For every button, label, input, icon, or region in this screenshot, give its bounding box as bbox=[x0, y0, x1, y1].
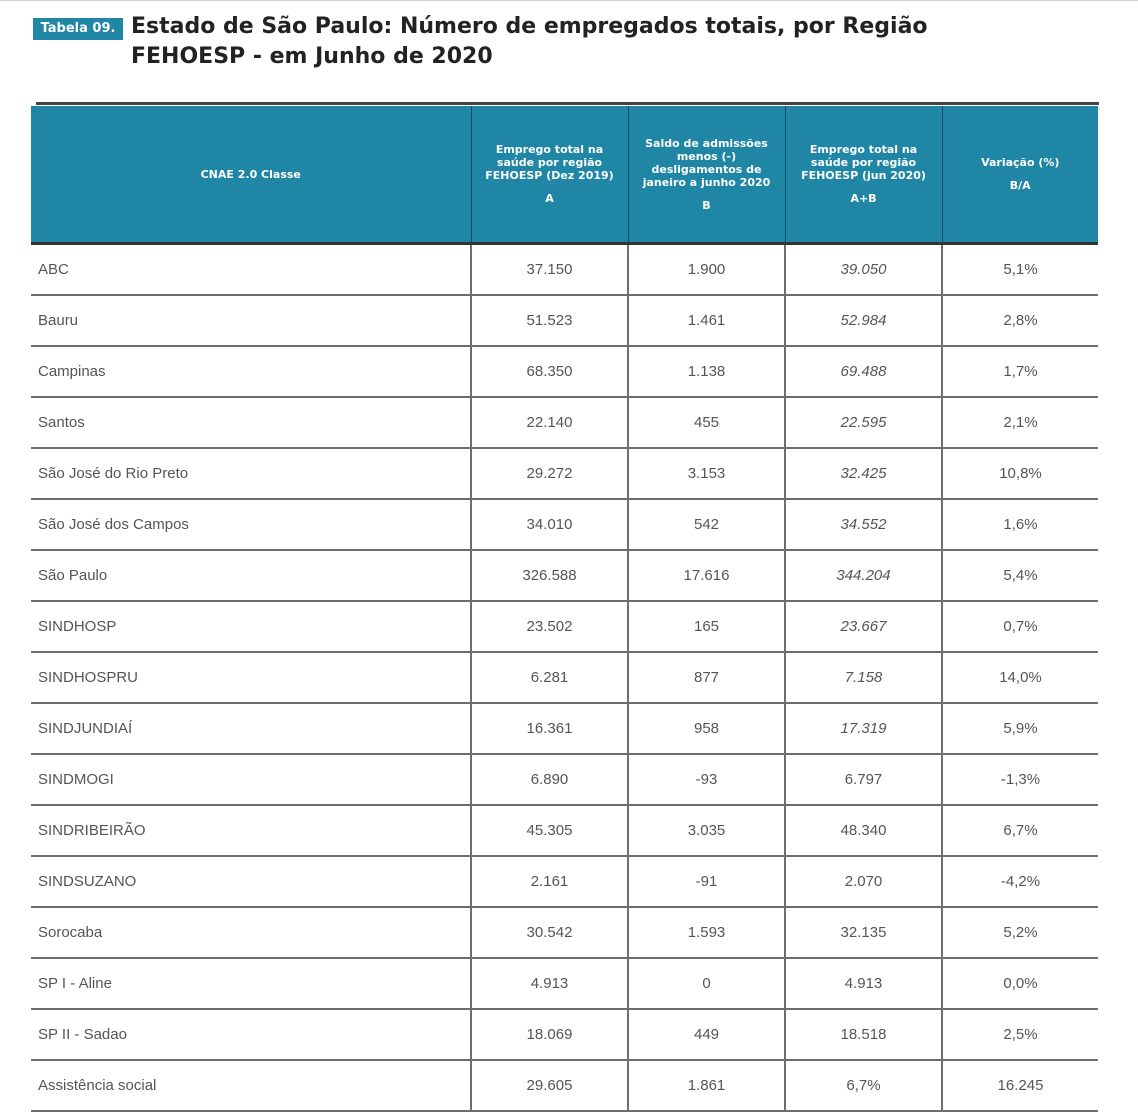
region-cell: SINDHOSP bbox=[31, 601, 471, 652]
net-admissions-cell: -91 bbox=[628, 856, 785, 907]
table-row bbox=[31, 703, 1098, 754]
employment-dec-2019-cell: 23.502 bbox=[471, 601, 628, 652]
employment-jun-2020-cell: 39.050 bbox=[785, 244, 942, 296]
employment-jun-2020-cell: 17.319 bbox=[785, 703, 942, 754]
table-row bbox=[31, 856, 1098, 907]
net-admissions-cell: 958 bbox=[628, 703, 785, 754]
region-cell: SINDMOGI bbox=[31, 754, 471, 805]
employment-dec-2019-cell: 51.523 bbox=[471, 295, 628, 346]
table-row bbox=[31, 1060, 1098, 1111]
employment-jun-2020-cell: 52.984 bbox=[785, 295, 942, 346]
table-row bbox=[31, 448, 1098, 499]
header-employment-dec-2019 bbox=[471, 106, 628, 244]
header-label: Saldo de admissões menos (-) desligamentos de janeiro a junho 2020 bbox=[642, 136, 771, 189]
header-variation bbox=[942, 106, 1098, 244]
net-admissions-cell: 455 bbox=[628, 397, 785, 448]
employment-jun-2020-cell: 32.425 bbox=[785, 448, 942, 499]
net-admissions-cell: -93 bbox=[628, 754, 785, 805]
variation-cell: 2,8% bbox=[942, 295, 1098, 346]
employment-jun-2020-cell: 34.552 bbox=[785, 499, 942, 550]
variation-cell: 5,4% bbox=[942, 550, 1098, 601]
net-admissions-cell: 165 bbox=[628, 601, 785, 652]
region-cell: Santos bbox=[31, 397, 471, 448]
header-label: Emprego total na saúde por região FEHOESP (jun 2020) bbox=[801, 143, 926, 182]
region-cell: São José do Rio Preto bbox=[31, 448, 471, 499]
region-cell: Assistência social bbox=[31, 1060, 471, 1111]
table-row bbox=[31, 754, 1098, 805]
employment-dec-2019-cell: 6.281 bbox=[471, 652, 628, 703]
table-row bbox=[31, 499, 1098, 550]
employment-dec-2019-cell: 18.069 bbox=[471, 1009, 628, 1060]
employment-jun-2020-cell: 48.340 bbox=[785, 805, 942, 856]
table-row bbox=[31, 958, 1098, 1009]
employment-jun-2020-cell: 4.913 bbox=[785, 958, 942, 1009]
employment-dec-2019-cell: 34.010 bbox=[471, 499, 628, 550]
table-row bbox=[31, 397, 1098, 448]
variation-cell: 0,0% bbox=[942, 958, 1098, 1009]
variation-cell: 2,5% bbox=[942, 1009, 1098, 1060]
employment-jun-2020-cell: 23.667 bbox=[785, 601, 942, 652]
variation-cell: 10,8% bbox=[942, 448, 1098, 499]
table-row bbox=[31, 244, 1098, 296]
employment-dec-2019-cell: 2.161 bbox=[471, 856, 628, 907]
region-cell: SINDRIBEIRÃO bbox=[31, 805, 471, 856]
header-row bbox=[31, 106, 1098, 244]
table-top-rule bbox=[36, 102, 1099, 105]
employment-jun-2020-cell: 2.070 bbox=[785, 856, 942, 907]
region-cell: SP I - Aline bbox=[31, 958, 471, 1009]
variation-cell: 1,6% bbox=[942, 499, 1098, 550]
table-row bbox=[31, 295, 1098, 346]
table-row bbox=[31, 907, 1098, 958]
region-cell: Sorocaba bbox=[31, 907, 471, 958]
net-admissions-cell: 1.138 bbox=[628, 346, 785, 397]
employment-jun-2020-cell: 69.488 bbox=[785, 346, 942, 397]
employment-dec-2019-cell: 30.542 bbox=[471, 907, 628, 958]
header-code: A bbox=[545, 192, 554, 205]
net-admissions-cell: 1.861 bbox=[628, 1060, 785, 1111]
header-label: Emprego total na saúde por região FEHOESP (Dez 2019) bbox=[485, 143, 614, 182]
region-cell: ABC bbox=[31, 244, 471, 296]
employment-jun-2020-cell: 22.595 bbox=[785, 397, 942, 448]
employment-jun-2020-cell: 18.518 bbox=[785, 1009, 942, 1060]
table-row bbox=[31, 550, 1098, 601]
employment-jun-2020-cell: 32.135 bbox=[785, 907, 942, 958]
variation-cell: 0,7% bbox=[942, 601, 1098, 652]
header-cnae-class bbox=[31, 106, 471, 244]
variation-cell: 14,0% bbox=[942, 652, 1098, 703]
employment-jun-2020-cell: 7.158 bbox=[785, 652, 942, 703]
net-admissions-cell: 3.153 bbox=[628, 448, 785, 499]
region-cell: Campinas bbox=[31, 346, 471, 397]
table-row bbox=[31, 805, 1098, 856]
employment-table bbox=[31, 106, 1098, 1112]
header-code: B bbox=[702, 198, 711, 212]
table-row bbox=[31, 1009, 1098, 1060]
variation-cell: 2,1% bbox=[942, 397, 1098, 448]
employment-dec-2019-cell: 29.272 bbox=[471, 448, 628, 499]
header-net-admissions bbox=[628, 106, 785, 244]
page-top-border bbox=[0, 0, 1138, 1]
employment-dec-2019-cell: 6.890 bbox=[471, 754, 628, 805]
employment-dec-2019-cell: 22.140 bbox=[471, 397, 628, 448]
variation-cell: 5,2% bbox=[942, 907, 1098, 958]
net-admissions-cell: 542 bbox=[628, 499, 785, 550]
employment-dec-2019-cell: 326.588 bbox=[471, 550, 628, 601]
net-admissions-cell: 0 bbox=[628, 958, 785, 1009]
region-cell: SINDJUNDIAÍ bbox=[31, 703, 471, 754]
employment-jun-2020-cell: 344.204 bbox=[785, 550, 942, 601]
net-admissions-cell: 449 bbox=[628, 1009, 785, 1060]
variation-cell: -1,3% bbox=[942, 754, 1098, 805]
header-employment-jun-2020 bbox=[785, 106, 942, 244]
variation-cell: 5,9% bbox=[942, 703, 1098, 754]
header-label: Variação (%) bbox=[981, 156, 1060, 169]
region-cell: São José dos Campos bbox=[31, 499, 471, 550]
header-label: CNAE 2.0 Classe bbox=[200, 167, 301, 181]
net-admissions-cell: 877 bbox=[628, 652, 785, 703]
region-cell: Bauru bbox=[31, 295, 471, 346]
employment-jun-2020-cell: 6,7% bbox=[785, 1060, 942, 1111]
region-cell: São Paulo bbox=[31, 550, 471, 601]
net-admissions-cell: 17.616 bbox=[628, 550, 785, 601]
variation-cell: 1,7% bbox=[942, 346, 1098, 397]
net-admissions-cell: 1.593 bbox=[628, 907, 785, 958]
region-cell: SP II - Sadao bbox=[31, 1009, 471, 1060]
employment-dec-2019-cell: 37.150 bbox=[471, 244, 628, 296]
table-row bbox=[31, 601, 1098, 652]
net-admissions-cell: 1.461 bbox=[628, 295, 785, 346]
employment-dec-2019-cell: 45.305 bbox=[471, 805, 628, 856]
region-cell: SINDSUZANO bbox=[31, 856, 471, 907]
table-row bbox=[31, 652, 1098, 703]
variation-cell: 5,1% bbox=[942, 244, 1098, 296]
variation-cell: 16.245 bbox=[942, 1060, 1098, 1111]
variation-cell: 6,7% bbox=[942, 805, 1098, 856]
region-cell: SINDHOSPRU bbox=[31, 652, 471, 703]
net-admissions-cell: 1.900 bbox=[628, 244, 785, 296]
employment-dec-2019-cell: 4.913 bbox=[471, 958, 628, 1009]
header-code: B/A bbox=[1009, 179, 1031, 192]
employment-dec-2019-cell: 16.361 bbox=[471, 703, 628, 754]
table-row bbox=[31, 346, 1098, 397]
employment-dec-2019-cell: 29.605 bbox=[471, 1060, 628, 1111]
table-title: Estado de São Paulo: Número de empregados totais, por Região FEHOESP - em Junho de 2020 bbox=[131, 14, 928, 69]
variation-cell: -4,2% bbox=[942, 856, 1098, 907]
employment-dec-2019-cell: 68.350 bbox=[471, 346, 628, 397]
table-number-tag: Tabela 09. bbox=[33, 18, 123, 40]
employment-jun-2020-cell: 6.797 bbox=[785, 754, 942, 805]
net-admissions-cell: 3.035 bbox=[628, 805, 785, 856]
header-code: A+B bbox=[850, 192, 877, 205]
